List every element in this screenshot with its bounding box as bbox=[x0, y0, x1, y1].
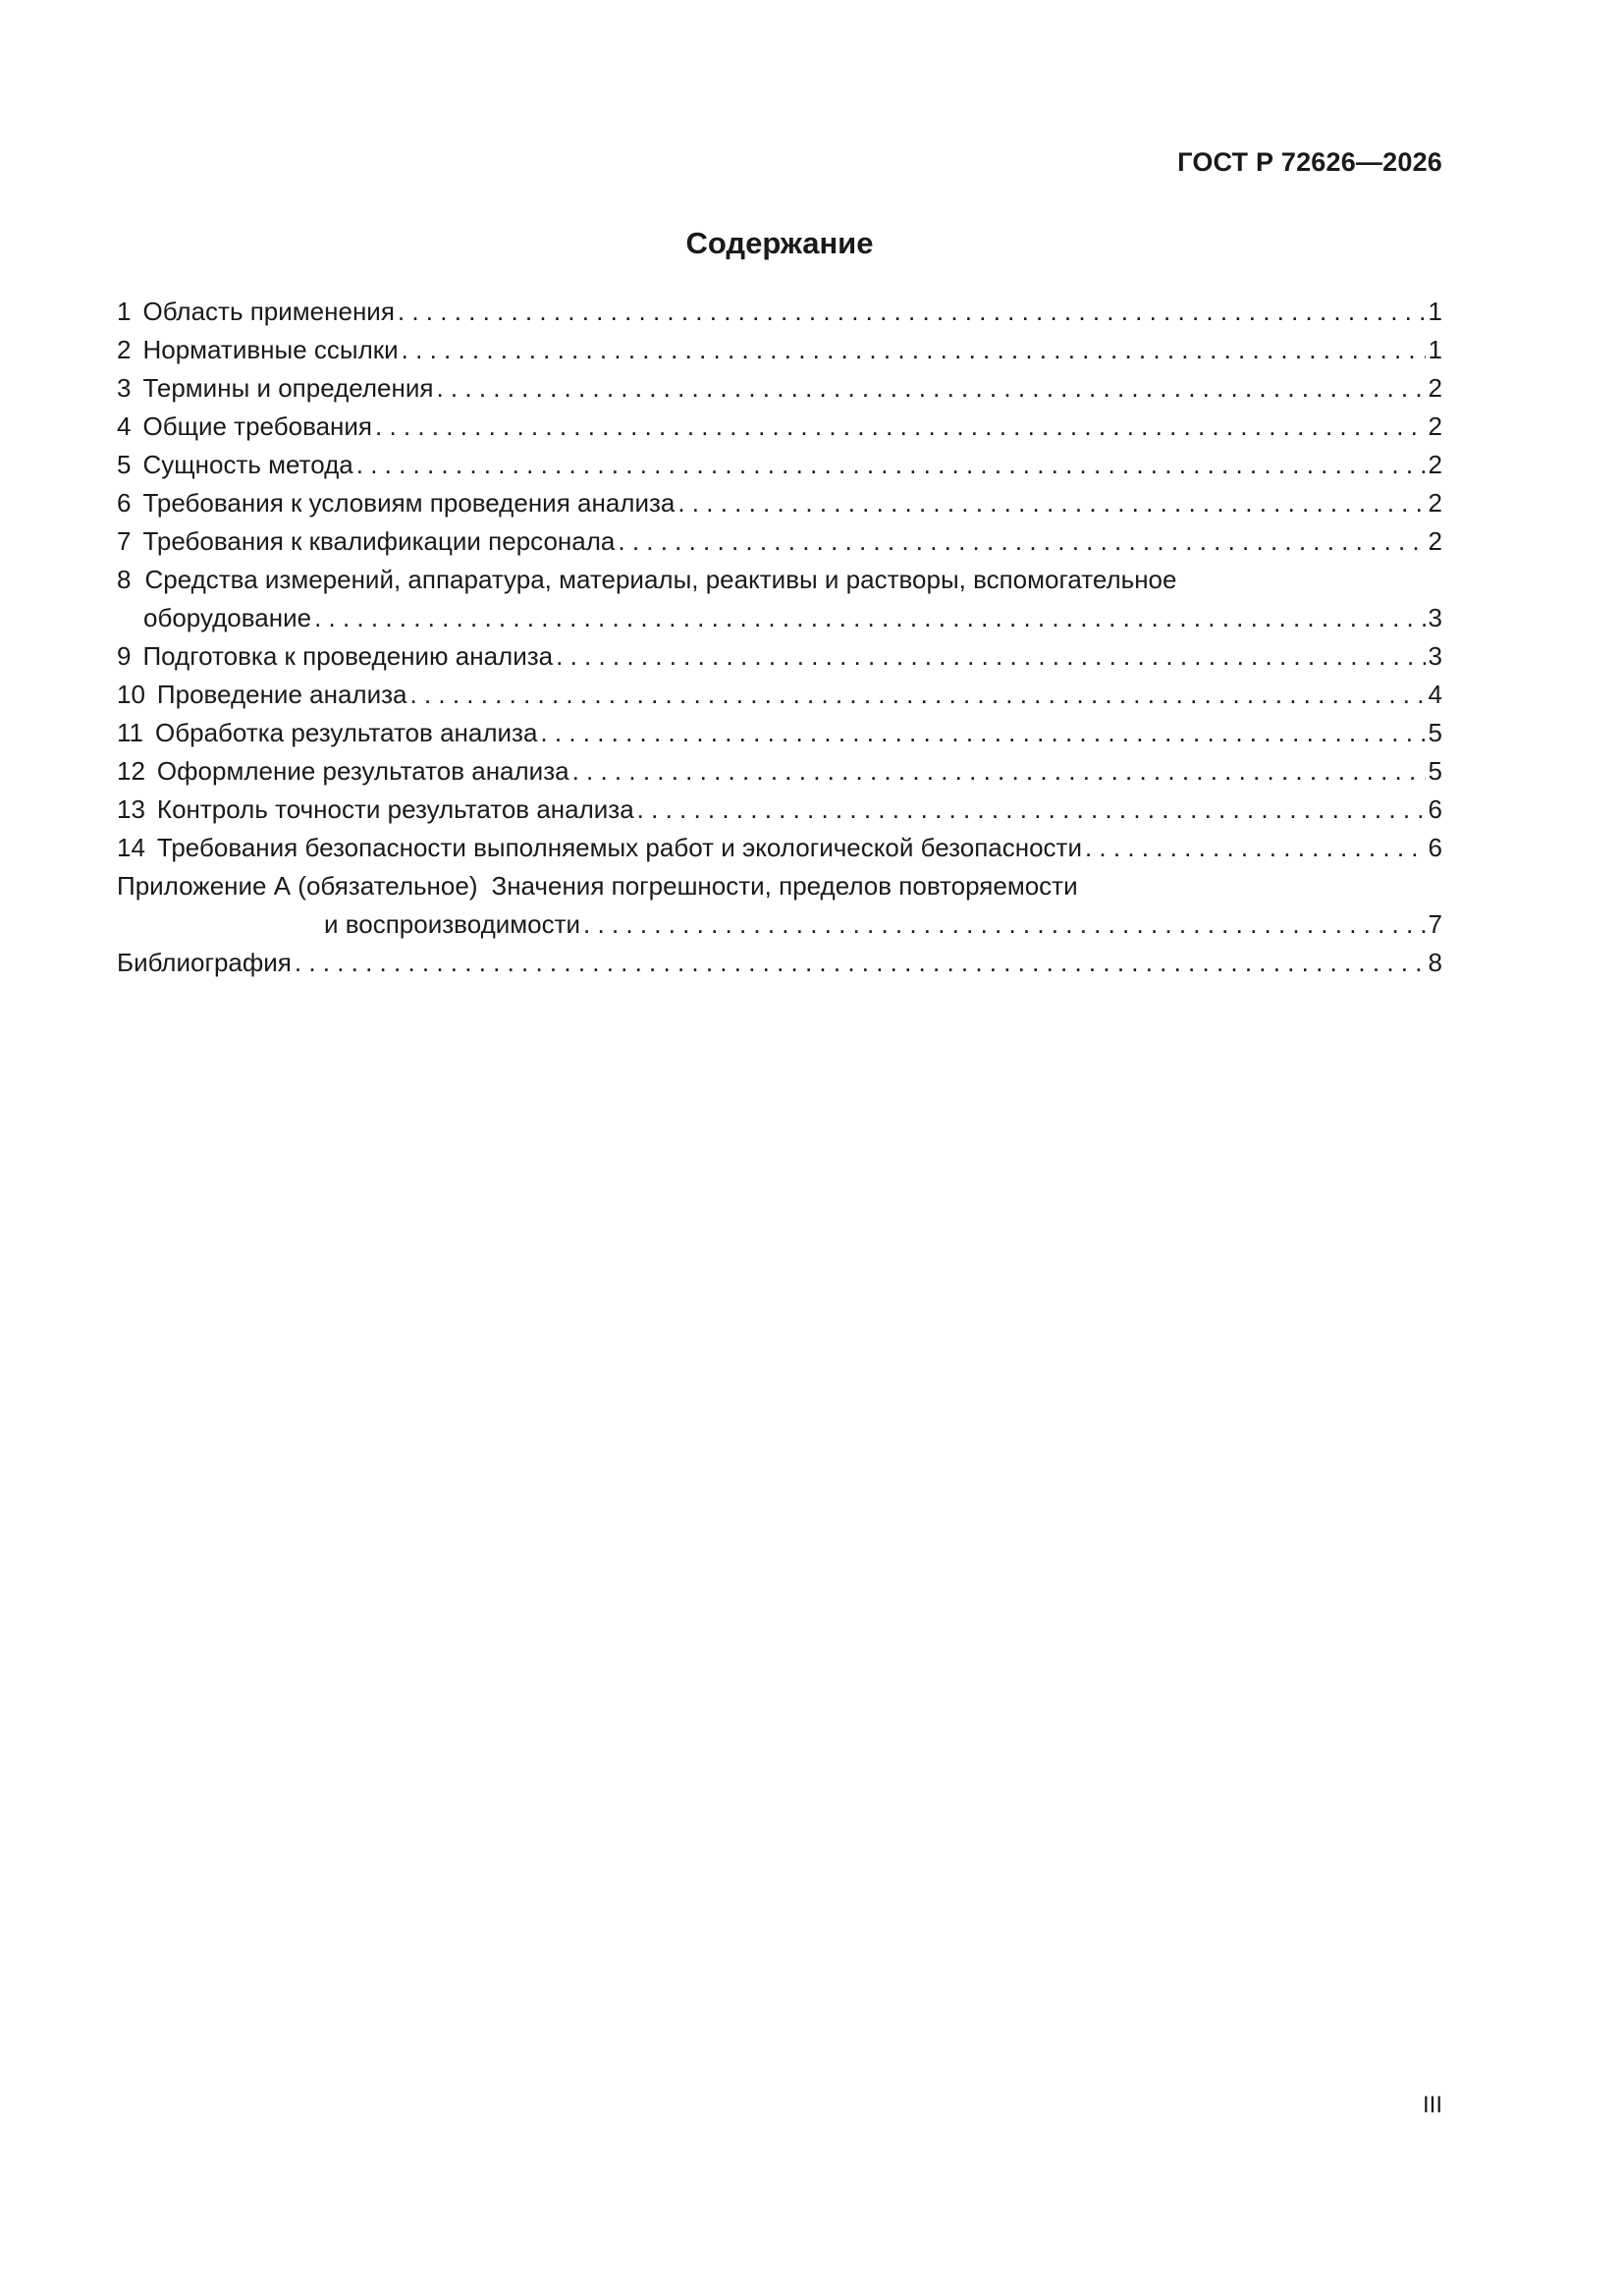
dot-leader bbox=[637, 791, 1426, 829]
toc-entry-title: Средства измерений, аппаратура, материалы, реактивы и растворы, вспомогательное bbox=[144, 565, 1177, 594]
dot-leader bbox=[375, 408, 1426, 446]
toc-entry-page: 3 bbox=[1428, 641, 1442, 671]
toc-entry-page: 2 bbox=[1428, 373, 1442, 403]
toc-entry-title: Нормативные ссылки bbox=[142, 335, 399, 364]
toc-entry-3[interactable] bbox=[117, 369, 1442, 408]
toc-entry-page: 2 bbox=[1428, 526, 1442, 556]
toc-entry-title: Требования к квалификации персонала bbox=[142, 526, 616, 556]
toc-entry-number: 6 bbox=[117, 488, 132, 518]
toc-entry-appendix-a[interactable] bbox=[117, 867, 1442, 944]
toc-entry-line bbox=[117, 867, 1442, 905]
toc-entry-title-continued: оборудование bbox=[143, 603, 312, 632]
toc-entry-title: Подготовка к проведению анализа bbox=[142, 641, 554, 671]
dot-leader bbox=[410, 676, 1426, 714]
dot-leader bbox=[398, 293, 1426, 331]
toc-entry-number: 10 bbox=[117, 680, 145, 709]
toc-entry-number: 2 bbox=[117, 335, 132, 364]
dot-leader bbox=[618, 522, 1425, 561]
table-of-contents bbox=[117, 293, 1442, 982]
appendix-title-continued: и воспроизводимости bbox=[324, 909, 581, 939]
toc-entry-number: 11 bbox=[117, 718, 143, 747]
toc-entry-title: Проведение анализа bbox=[156, 680, 407, 709]
dot-leader bbox=[1085, 829, 1426, 867]
toc-entry-page: 3 bbox=[1428, 603, 1442, 632]
page-number: III bbox=[1422, 2092, 1442, 2118]
toc-entry-title: Контроль точности результатов анализа bbox=[156, 794, 634, 824]
toc-entry-page: 6 bbox=[1428, 833, 1442, 862]
toc-entry-number: 14 bbox=[117, 833, 145, 862]
toc-entry-7[interactable] bbox=[117, 522, 1442, 561]
toc-entry-number: 1 bbox=[117, 297, 132, 326]
toc-entry-8[interactable] bbox=[117, 561, 1442, 637]
dot-leader bbox=[402, 331, 1426, 369]
toc-entry-13[interactable] bbox=[117, 791, 1442, 829]
toc-entry-number: 4 bbox=[117, 411, 132, 441]
toc-entry-number: 9 bbox=[117, 641, 132, 671]
toc-entry-title: Область применения bbox=[142, 297, 395, 326]
toc-entry-title: Сущность метода bbox=[142, 450, 353, 479]
toc-entry-page: 7 bbox=[1428, 909, 1442, 939]
toc-entry-page: 4 bbox=[1428, 680, 1442, 709]
toc-entry-number: 8 bbox=[117, 565, 132, 594]
dot-leader bbox=[556, 637, 1425, 676]
toc-entry-4[interactable] bbox=[117, 408, 1442, 446]
toc-entry-page: 1 bbox=[1428, 297, 1442, 326]
toc-entry-title: Обработка результатов анализа bbox=[155, 718, 538, 747]
toc-entry-page: 2 bbox=[1428, 488, 1442, 518]
dot-leader bbox=[583, 905, 1425, 944]
toc-entry-11[interactable] bbox=[117, 714, 1442, 752]
dot-leader bbox=[314, 599, 1425, 637]
toc-entry-6[interactable] bbox=[117, 484, 1442, 522]
dot-leader bbox=[295, 944, 1426, 982]
toc-entry-number: 12 bbox=[117, 756, 145, 786]
toc-entry-page: 2 bbox=[1428, 411, 1442, 441]
toc-entry-12[interactable] bbox=[117, 752, 1442, 791]
toc-entry-title: Общие требования bbox=[142, 411, 373, 441]
toc-entry-number: 5 bbox=[117, 450, 132, 479]
toc-entry-number: 7 bbox=[117, 526, 132, 556]
dot-leader bbox=[572, 752, 1426, 791]
toc-entry-2[interactable] bbox=[117, 331, 1442, 369]
toc-entry-14[interactable] bbox=[117, 829, 1442, 867]
appendix-title: Значения погрешности, пределов повторяемости bbox=[491, 871, 1078, 901]
dot-leader bbox=[436, 369, 1425, 408]
toc-entry-title: Требования безопасности выполняемых работ и экологической безопасности bbox=[156, 833, 1082, 862]
toc-entry-page: 1 bbox=[1428, 335, 1442, 364]
toc-title: Содержание bbox=[685, 226, 874, 260]
toc-entry-page: 8 bbox=[1428, 948, 1442, 977]
toc-entry-9[interactable] bbox=[117, 637, 1442, 676]
toc-entry-page: 6 bbox=[1428, 794, 1442, 824]
toc-entry-1[interactable] bbox=[117, 293, 1442, 331]
toc-entry-5[interactable] bbox=[117, 446, 1442, 484]
toc-entry-title: Термины и определения bbox=[142, 373, 434, 403]
appendix-label: Приложение А (обязательное) bbox=[117, 871, 478, 901]
toc-entry-10[interactable] bbox=[117, 676, 1442, 714]
toc-entry-number: 3 bbox=[117, 373, 132, 403]
dot-leader bbox=[356, 446, 1426, 484]
toc-entry-page: 2 bbox=[1428, 450, 1442, 479]
toc-entry-title: Библиография bbox=[117, 948, 292, 977]
dot-leader bbox=[540, 714, 1425, 752]
toc-entry-title: Требования к условиям проведения анализа bbox=[142, 488, 676, 518]
toc-entry-title: Оформление результатов анализа bbox=[156, 756, 569, 786]
toc-entry-continuation bbox=[117, 599, 1442, 637]
toc-entry-number: 13 bbox=[117, 794, 145, 824]
toc-entry-page: 5 bbox=[1428, 718, 1442, 747]
toc-entry-page: 5 bbox=[1428, 756, 1442, 786]
toc-entry-continuation bbox=[117, 905, 1442, 944]
toc-entry-bibliography[interactable] bbox=[117, 944, 1442, 982]
toc-entry-line bbox=[117, 561, 1442, 599]
dot-leader bbox=[677, 484, 1425, 522]
document-code: ГОСТ Р 72626—2026 bbox=[1177, 147, 1442, 177]
